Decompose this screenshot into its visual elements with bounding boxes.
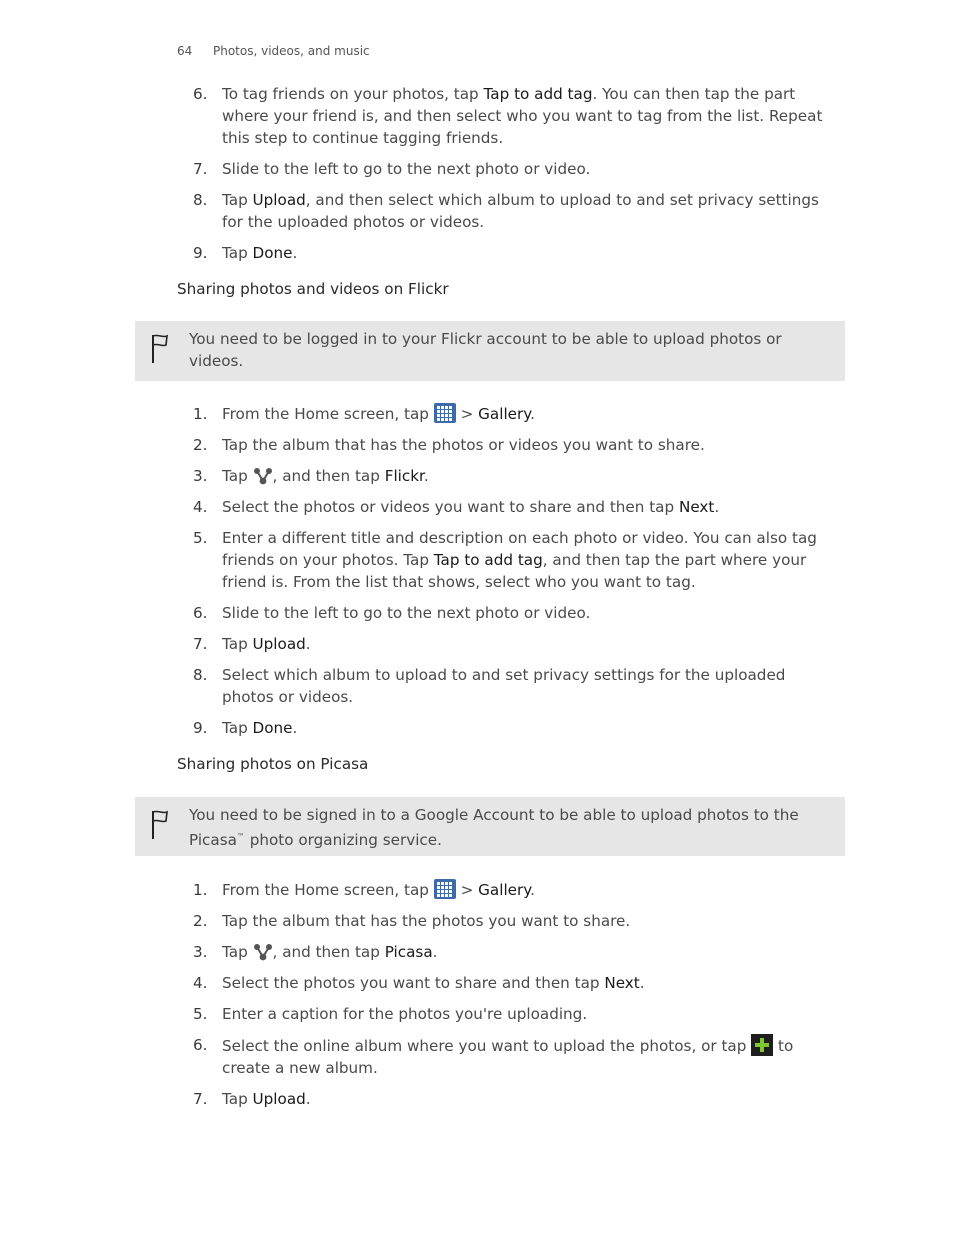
- ui-term: Picasa: [384, 943, 433, 961]
- picasa-step-3: [0, 941, 954, 963]
- step-text-part: From the Home screen, tap: [222, 881, 434, 899]
- step-text-part: Tap: [222, 191, 253, 209]
- step-text-part: From the Home screen, tap: [222, 405, 434, 423]
- picasa-step-7: [0, 1088, 954, 1110]
- flickr-step-6: [0, 602, 954, 624]
- step-number: 2.: [193, 436, 208, 454]
- step-number: 9.: [193, 244, 208, 262]
- step-text: [222, 434, 832, 456]
- step-text: [222, 602, 832, 624]
- picasa-steps-list: [0, 879, 954, 1119]
- step-text: [222, 664, 832, 708]
- flickr-step-1: [0, 403, 954, 425]
- step-text-part: .: [423, 467, 429, 485]
- add-album-icon: [751, 1037, 773, 1055]
- flickr-steps-list: [0, 403, 954, 748]
- step-number: 1.: [193, 405, 208, 423]
- step-text-part: .: [432, 943, 438, 961]
- ui-term: Done: [252, 719, 293, 737]
- picasa-note-text: You need to be signed in to a Google Account to be able to upload photos to the Picasa™ photo organizing service.: [189, 806, 799, 849]
- step-text-part: to create a new album.: [222, 1037, 794, 1077]
- step-text: [222, 527, 832, 593]
- step-text-part: .: [714, 498, 720, 516]
- step-text-part: Tap: [222, 719, 253, 737]
- step-number: 6.: [193, 1036, 208, 1054]
- step-number: 7.: [193, 635, 208, 653]
- step-text: [222, 242, 832, 264]
- step-number: 1.: [193, 881, 208, 899]
- step-number: 8.: [193, 191, 208, 209]
- top-step-2: [0, 158, 954, 180]
- step-text-part: Select which album to upload to and set privacy settings for the uploaded photos or videos.: [222, 666, 786, 706]
- page-number: 64: [177, 44, 193, 58]
- flickr-heading: Sharing photos and videos on Flickr: [177, 280, 449, 298]
- step-text-part: Tap: [222, 635, 253, 653]
- picasa-heading: Sharing photos on Picasa: [177, 755, 369, 773]
- step-text-part: >: [455, 881, 479, 899]
- step-text-part: Tap: [222, 467, 253, 485]
- ui-term: Upload: [252, 635, 306, 653]
- step-number: 2.: [193, 912, 208, 930]
- step-text-part: Tap the album that has the photos you want to share.: [222, 912, 631, 930]
- flickr-step-5: [0, 527, 954, 593]
- step-text: [222, 879, 832, 901]
- step-text-part: .: [639, 974, 645, 992]
- step-text-part: Slide to the left to go to the next photo or video.: [222, 604, 591, 622]
- step-text-part: . You can then tap the part where your friend is, and then select who you want to tag from the list. Repeat this step to continue tagging friends.: [222, 85, 823, 147]
- picasa-step-5: [0, 1003, 954, 1025]
- step-text-part: Tap: [222, 943, 253, 961]
- step-number: 9.: [193, 719, 208, 737]
- ui-term: Next: [678, 498, 715, 516]
- ui-term: Tap to add tag: [483, 85, 593, 103]
- flickr-step-8: [0, 664, 954, 708]
- step-text-part: , and then tap: [272, 467, 385, 485]
- step-text: [222, 1003, 832, 1025]
- page-header: [177, 44, 370, 58]
- ui-term: Tap to add tag: [433, 551, 543, 569]
- step-text: [222, 83, 832, 149]
- picasa-note: [135, 797, 845, 856]
- step-text: [222, 941, 832, 963]
- step-number: 6.: [193, 604, 208, 622]
- step-number: 7.: [193, 1090, 208, 1108]
- note-flag-icon: [149, 333, 169, 365]
- step-text-part: Select the photos or videos you want to share and then tap: [222, 498, 679, 516]
- ui-term: Upload: [252, 191, 306, 209]
- step-number: 3.: [193, 943, 208, 961]
- step-number: 8.: [193, 666, 208, 684]
- ui-term: Gallery: [478, 405, 531, 423]
- step-text: [222, 1088, 832, 1110]
- step-number: 4.: [193, 974, 208, 992]
- apps-grid-icon: [434, 405, 456, 423]
- step-text-part: .: [305, 635, 311, 653]
- step-text-part: Enter a caption for the photos you're uploading.: [222, 1005, 588, 1023]
- flickr-note-text: You need to be logged in to your Flickr account to be able to upload photos or videos.: [189, 330, 782, 370]
- step-text-part: Tap: [222, 244, 253, 262]
- picasa-step-6: [0, 1034, 954, 1079]
- flickr-step-7: [0, 633, 954, 655]
- ui-term: Flickr: [384, 467, 424, 485]
- step-text-part: .: [305, 1090, 311, 1108]
- ui-term: Done: [252, 244, 293, 262]
- step-text-part: .: [530, 405, 535, 423]
- top-step-3: [0, 189, 954, 233]
- step-text-part: .: [530, 881, 535, 899]
- top-step-4: [0, 242, 954, 264]
- flickr-step-4: [0, 496, 954, 518]
- step-text-part: .: [292, 244, 298, 262]
- step-text-part: Enter a different title and description on each photo or video. You can also tag friends on your photos. Tap: [222, 529, 817, 569]
- step-text-part: Tap: [222, 1090, 253, 1108]
- step-text-part: Slide to the left to go to the next photo or video.: [222, 160, 591, 178]
- step-number: 3.: [193, 467, 208, 485]
- step-text-part: Select the photos you want to share and then tap: [222, 974, 605, 992]
- step-text-part: , and then select which album to upload to and set privacy settings for the uploaded photos or videos.: [222, 191, 819, 231]
- ui-term: Gallery: [478, 881, 531, 899]
- step-text: [222, 189, 832, 233]
- step-number: 6.: [193, 85, 208, 103]
- top-step-1: [0, 83, 954, 149]
- step-text: [222, 465, 832, 487]
- step-text: [222, 633, 832, 655]
- picasa-step-4: [0, 972, 954, 994]
- step-number: 4.: [193, 498, 208, 516]
- step-text-part: Tap the album that has the photos or videos you want to share.: [222, 436, 705, 454]
- step-text: [222, 158, 832, 180]
- step-number: 5.: [193, 1005, 208, 1023]
- step-text-part: To tag friends on your photos, tap: [222, 85, 484, 103]
- step-text-part: , and then tap the part where your friend is. From the list that shows, select who you want to tag.: [222, 551, 807, 591]
- flickr-step-2: [0, 434, 954, 456]
- picasa-step-1: [0, 879, 954, 901]
- flickr-note: [135, 321, 845, 381]
- step-text-part: , and then tap: [272, 943, 385, 961]
- share-icon: [253, 943, 273, 961]
- step-text-part: Select the online album where you want to upload the photos, or tap: [222, 1037, 752, 1055]
- section-title: Photos, videos, and music: [213, 44, 370, 58]
- step-text: [222, 403, 832, 425]
- step-text-part: >: [455, 405, 479, 423]
- ui-term: Next: [604, 974, 640, 992]
- ui-term: Upload: [252, 1090, 306, 1108]
- flickr-step-9: [0, 717, 954, 739]
- step-number: 5.: [193, 529, 208, 547]
- step-text: [222, 1034, 832, 1079]
- step-text: [222, 910, 832, 932]
- note-flag-icon: [149, 809, 169, 841]
- picasa-step-2: [0, 910, 954, 932]
- share-icon: [253, 467, 273, 485]
- step-text: [222, 496, 832, 518]
- top-steps-list: [0, 83, 954, 273]
- step-text: [222, 972, 832, 994]
- step-text: [222, 717, 832, 739]
- apps-grid-icon: [434, 881, 456, 899]
- step-text-part: .: [292, 719, 298, 737]
- flickr-step-3: [0, 465, 954, 487]
- step-number: 7.: [193, 160, 208, 178]
